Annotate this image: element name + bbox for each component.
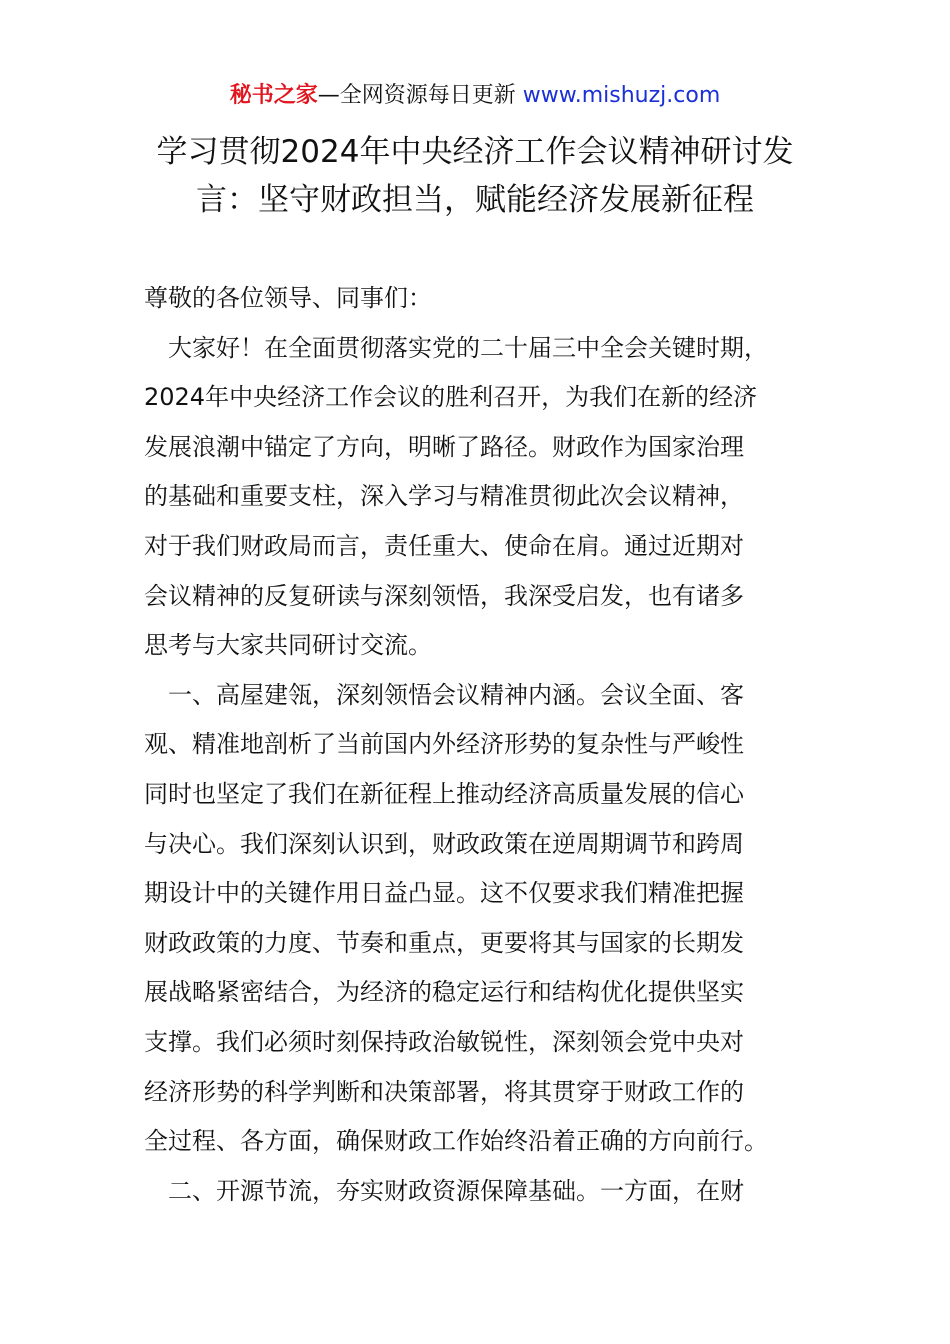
body-line: 的基础和重要支柱，深入学习与精准贯彻此次会议精神， bbox=[144, 482, 744, 511]
body-line: 2024年中央经济工作会议的胜利召开，为我们在新的经济 bbox=[144, 383, 758, 412]
document-title-line-1: 学习贯彻2024年中央经济工作会议精神研讨发 bbox=[156, 134, 794, 170]
body-line: 一、高屋建瓴，深刻领悟会议精神内涵。会议全面、客 bbox=[144, 680, 744, 709]
body-line: 财政政策的力度、节奏和重点，更要将其与国家的长期发 bbox=[144, 928, 744, 957]
body-line: 观、精准地剖析了当前国内外经济形势的复杂性与严峻性 bbox=[144, 730, 744, 759]
document-title-line-2: 言：坚守财政担当，赋能经济发展新征程 bbox=[196, 182, 754, 218]
body-line: 对于我们财政局而言，责任重大、使命在肩。通过近期对 bbox=[144, 531, 744, 560]
document-title bbox=[100, 128, 850, 224]
site-url-link[interactable]: www.mishuzj.com bbox=[522, 83, 721, 108]
body-line: 发展浪潮中锚定了方向，明晰了路径。财政作为国家治理 bbox=[144, 432, 744, 461]
body-line: 期设计中的关键作用日益凸显。这不仅要求我们精准把握 bbox=[144, 879, 744, 908]
body-line: 尊敬的各位领导、同事们： bbox=[144, 284, 432, 312]
body-line: 支撑。我们必须时刻保持政治敏锐性，深刻领会党中央对 bbox=[144, 1027, 744, 1056]
document-body bbox=[144, 274, 824, 1216]
body-line: 经济形势的科学判断和决策部署，将其贯穿于财政工作的 bbox=[144, 1077, 744, 1106]
body-line: 展战略紧密结合，为经济的稳定运行和结构优化提供坚实 bbox=[144, 978, 744, 1007]
body-line: 大家好！在全面贯彻落实党的二十届三中全会关键时期， bbox=[144, 333, 768, 362]
body-line: 与决心。我们深刻认识到，财政政策在逆周期调节和跨周 bbox=[144, 829, 744, 858]
site-tagline: —全网资源每日更新 bbox=[317, 83, 516, 108]
body-line: 二、开源节流，夯实财政资源保障基础。一方面，在财 bbox=[144, 1176, 744, 1205]
body-line: 全过程、各方面，确保财政工作始终沿着正确的方向前行。 bbox=[144, 1127, 768, 1156]
body-line: 思考与大家共同研讨交流。 bbox=[144, 631, 432, 660]
body-line: 会议精神的反复研读与深刻领悟，我深受启发，也有诸多 bbox=[144, 581, 744, 610]
site-header bbox=[0, 80, 950, 112]
site-brand: 秘书之家 bbox=[229, 83, 318, 108]
body-line: 同时也坚定了我们在新征程上推动经济高质量发展的信心 bbox=[144, 779, 744, 808]
